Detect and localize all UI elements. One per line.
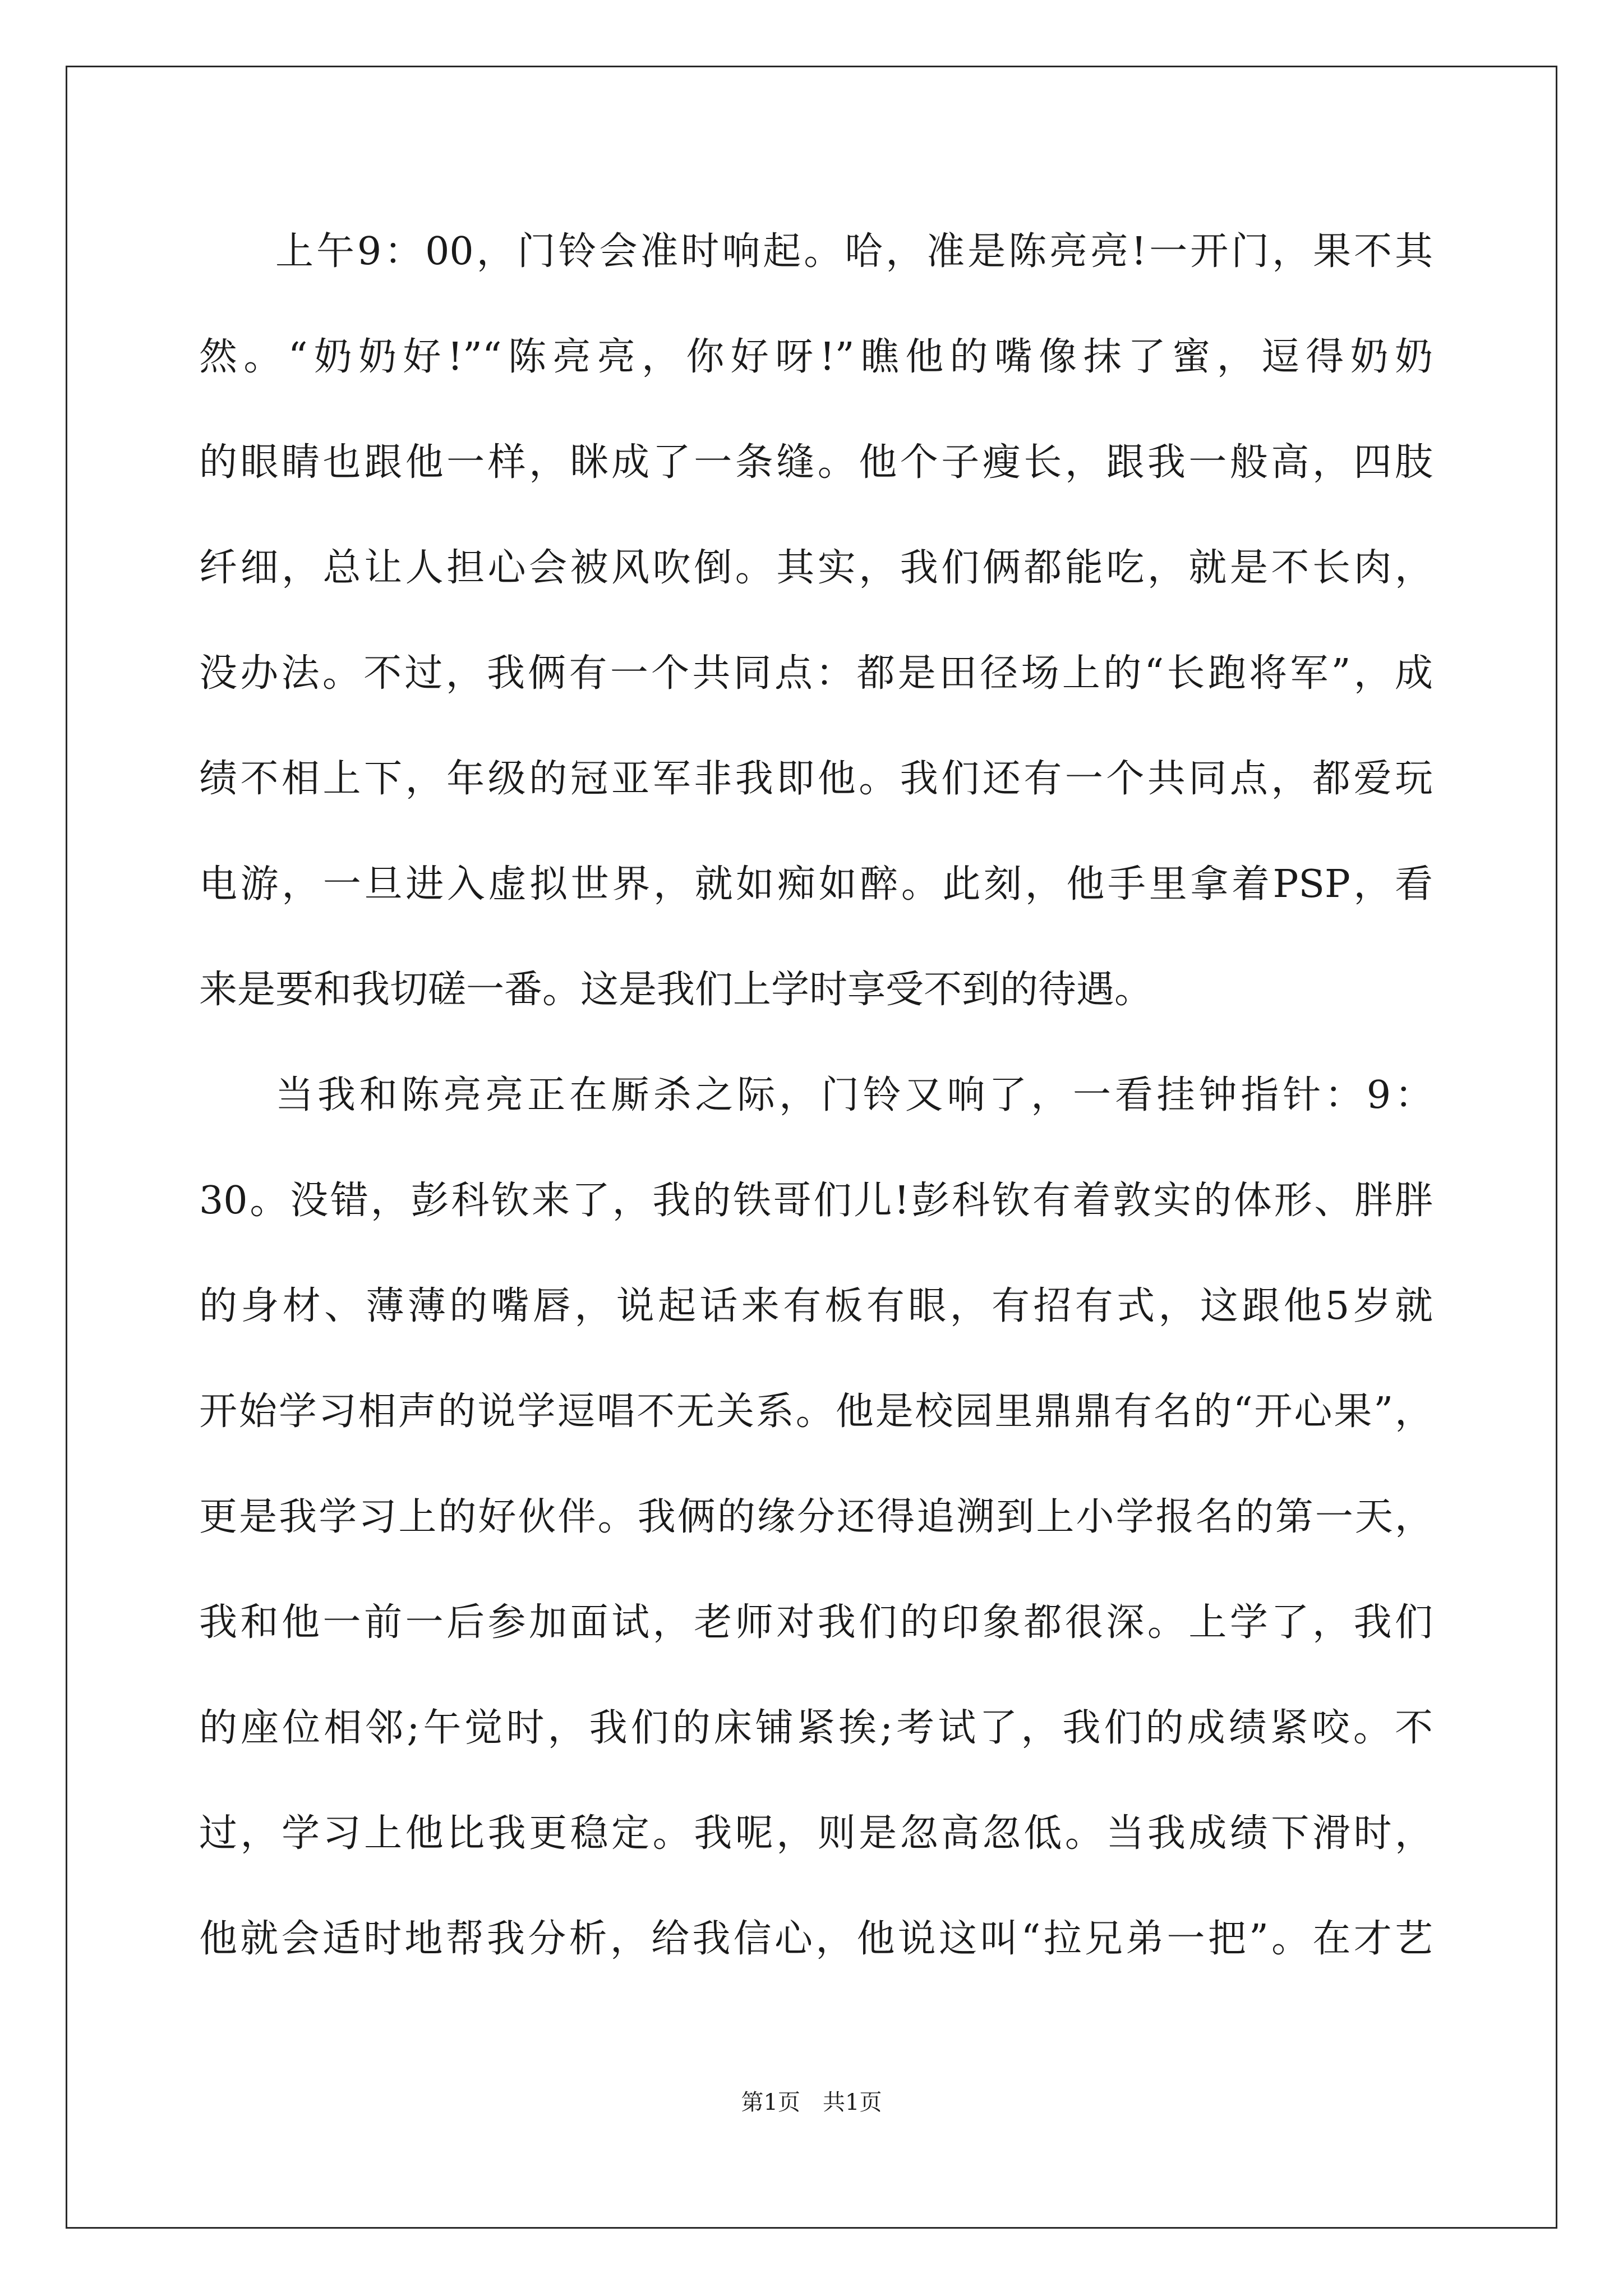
paragraph-1-line-4: 纤细，总让人担心会被风吹倒。其实，我们俩都能吃，就是不长肉， (199, 546, 1433, 590)
paragraph-1-line-6: 绩不相上下，年级的冠亚军非我即他。我们还有一个共同点，都爱玩 (199, 757, 1433, 801)
paragraph-2-line-7: 的座位相邻;午觉时，我们的床铺紧挨;考试了，我们的成绩紧咬。不 (199, 1706, 1433, 1750)
page-footer (0, 2086, 1623, 2119)
paragraph-1-line-5: 没办法。不过，我俩有一个共同点：都是田径场上的“长跑将军”，成 (199, 651, 1433, 696)
paragraph-1-line-1: 上午9：00，门铃会准时响起。哈，准是陈亮亮!一开门，果不其 (275, 229, 1433, 274)
paragraph-2-line-5: 更是我学习上的好伙伴。我俩的缘分还得追溯到上小学报名的第一天， (199, 1495, 1433, 1539)
paragraph-2-line-3: 的身材、薄薄的嘴唇，说起话来有板有眼，有招有式，这跟他5岁就 (199, 1284, 1433, 1328)
page-number-total: 共1页 (823, 2090, 882, 2115)
paragraph-1-line-7: 电游，一旦进入虚拟世界，就如痴如醉。此刻，他手里拿着PSP，看 (199, 862, 1433, 907)
paragraph-2-line-8: 过，学习上他比我更稳定。我呢，则是忽高忽低。当我成绩下滑时， (199, 1811, 1433, 1856)
paragraph-1-line-8: 来是要和我切磋一番。这是我们上学时享受不到的待遇。 (199, 968, 1153, 1012)
paragraph-2-line-9: 他就会适时地帮我分析，给我信心，他说这叫“拉兄弟一把”。在才艺 (199, 1917, 1433, 1961)
page-number-current: 第1页 (741, 2090, 800, 2115)
paragraph-2-line-1: 当我和陈亮亮正在厮杀之际，门铃又响了，一看挂钟指针：9： (275, 1073, 1433, 1117)
document-body (199, 199, 1433, 1992)
paragraph-1-line-2: 然。“奶奶好!”“陈亮亮，你好呀!”瞧他的嘴像抹了蜜，逗得奶奶 (199, 335, 1433, 379)
paragraph-1-line-3: 的眼睛也跟他一样，眯成了一条缝。他个子瘦长，跟我一般高，四肢 (199, 440, 1433, 485)
paragraph-2-line-4: 开始学习相声的说学逗唱不无关系。他是校园里鼎鼎有名的“开心果”， (199, 1389, 1433, 1434)
paragraph-2-line-2: 30。没错，彭科钦来了，我的铁哥们儿!彭科钦有着敦实的体形、胖胖 (199, 1179, 1433, 1223)
paragraph-2-line-6: 我和他一前一后参加面试，老师对我们的印象都很深。上学了，我们 (199, 1600, 1433, 1645)
